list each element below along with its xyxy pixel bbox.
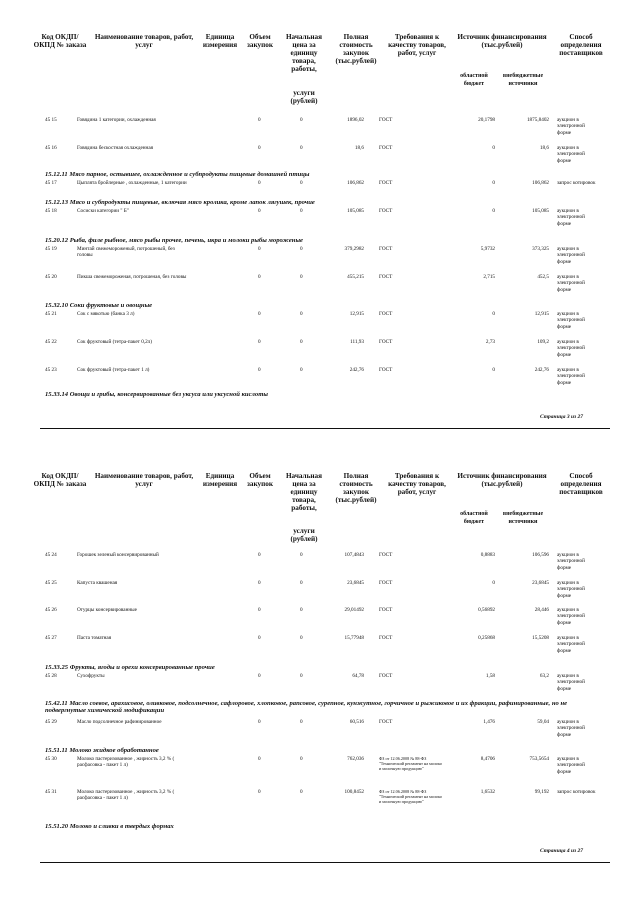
row-offbudget: 106,862 (532, 180, 549, 186)
header-requirements: Требования к качеству товаров, работ, услуг (388, 472, 446, 496)
row-regional: 0,8883 (480, 552, 495, 558)
header-method: Способ определения поставщиков (559, 472, 603, 496)
row-method: аукцион в электронной форме (557, 673, 585, 692)
row-price: 0 (300, 719, 303, 725)
header-source-offbudget: внебюджетные источники (502, 73, 544, 87)
row-req: ГОСТ (379, 274, 393, 280)
row-offbudget: 242,76 (534, 367, 549, 373)
section-heading: 15.42.11 Масло соевое, арахисовое, оливковое, подсолнечное, сафлоровое, хлопковое, рапсовое, сурепное, кунжутное, горчичное и рыжиковое и их фракции, рафинированные, но не подвергнутые химической модификации (45, 700, 568, 714)
row-volume: 0 (258, 756, 261, 762)
row-price: 0 (300, 145, 303, 151)
row-code: 45 26 (45, 607, 57, 613)
header-source: Источник финансирования (тыс.рублей) (457, 33, 547, 49)
row-code: 45 18 (45, 208, 57, 214)
row-regional: 0 (492, 311, 495, 317)
header-start-price-2: услуги (рублей) (290, 527, 318, 543)
row-name: Пикша свежемороженая, потрошеная, без головы (77, 274, 187, 280)
row-price: 0 (300, 274, 303, 280)
row-method: аукцион в электронной форме (557, 552, 585, 571)
row-cost: 29,01492 (344, 607, 364, 613)
row-cost: 111,93 (350, 339, 364, 345)
row-cost: 107,4843 (344, 552, 364, 558)
row-cost: 23,6845 (347, 580, 364, 586)
row-req: ФЗ от 12.06.2008 № 88-ФЗ "Технический регламент на молоко и молочную продукцию" (379, 756, 442, 771)
row-method: аукцион в электронной форме (557, 756, 585, 775)
row-name: Сок фруктовый (тетра-пакет 1 л) (77, 367, 150, 373)
row-cost: 100,8452 (344, 789, 364, 795)
row-volume: 0 (258, 607, 261, 613)
row-cost: 242,76 (349, 367, 364, 373)
row-code: 45 30 (45, 756, 57, 762)
row-method: аукцион в электронной форме (557, 607, 585, 626)
row-volume: 0 (258, 635, 261, 641)
row-code: 45 27 (45, 635, 57, 641)
row-regional: 0 (492, 145, 495, 151)
header-code: Код ОКДП/ ОКПД № заказа (33, 33, 87, 49)
page-number: Страница 3 из 27 (540, 414, 584, 420)
row-regional: 0,25868 (478, 635, 495, 641)
row-regional: 5,9732 (480, 246, 495, 252)
row-name: Горошек зеленый консервированный (77, 552, 159, 558)
row-name: Сухофрукты (77, 673, 105, 679)
row-code: 45 17 (45, 180, 57, 186)
row-req: ГОСТ (379, 311, 393, 317)
row-offbudget: 12,915 (534, 311, 549, 317)
row-cost: 455,215 (347, 274, 364, 280)
row-method: аукцион в электронной форме (557, 208, 585, 227)
row-req: ГОСТ (379, 367, 393, 373)
section-heading: 15.51.20 Молоко и сливки в твердых формах (45, 823, 174, 830)
row-method: аукцион в электронной форме (557, 580, 585, 599)
row-code: 45 23 (45, 367, 57, 373)
row-cost: 12,915 (349, 311, 364, 317)
header-source-regional: областной бюджет (460, 511, 488, 525)
row-method: аукцион в электронной форме (557, 274, 585, 293)
row-req: ГОСТ (379, 580, 393, 586)
row-offbudget: 23,6845 (532, 580, 549, 586)
page-divider (40, 862, 610, 863)
row-req: ГОСТ (379, 552, 393, 558)
row-volume: 0 (258, 367, 261, 373)
row-offbudget: 15,5208 (532, 635, 549, 641)
row-volume: 0 (258, 311, 261, 317)
header-full-cost: Полная стоимость закупок (тыс.рублей) (335, 33, 377, 65)
header-start-price: Начальная цена за единицу товара, работы, (285, 472, 323, 512)
row-volume: 0 (258, 580, 261, 586)
row-method: аукцион в электронной форме (557, 367, 585, 386)
row-code: 45 20 (45, 274, 57, 280)
row-regional: 0 (492, 367, 495, 373)
row-regional: 20,1798 (478, 117, 495, 123)
row-regional: 1,476 (483, 719, 495, 725)
row-volume: 0 (258, 208, 261, 214)
section-heading: 15.20.12 Рыба, филе рыбное, мясо рыбы прочее, печень, икра и молоки рыбы мороженые (45, 237, 303, 244)
row-req: ГОСТ (379, 246, 393, 252)
row-req: ГОСТ (379, 180, 393, 186)
header-volume: Объем закупок (247, 33, 273, 49)
section-heading: 15.12.11 Мясо парное, остывшее, охлажденное и субпродукты пищевые домашней птицы (45, 171, 310, 178)
section-heading: 15.32.10 Соки фруктовые и овощные (45, 302, 153, 309)
row-code: 45 29 (45, 719, 57, 725)
row-code: 45 16 (45, 145, 57, 151)
row-req: ГОСТ (379, 208, 393, 214)
row-price: 0 (300, 208, 303, 214)
row-offbudget: 452,5 (537, 274, 549, 280)
header-full-cost: Полная стоимость закупок (тыс.рублей) (335, 472, 377, 504)
row-name: Цыплята бройлерные , охлажденные, 1 категории (77, 180, 187, 186)
section-heading: 15.12.13 Мясо и субпродукты пищевые, включая мясо кролика, кроме лапок лягушек, прочие (45, 199, 315, 206)
row-price: 0 (300, 339, 303, 345)
row-price: 0 (300, 580, 303, 586)
row-method: аукцион в электронной форме (557, 246, 585, 265)
row-offbudget: 109,2 (537, 339, 549, 345)
row-offbudget: 1875,8402 (526, 117, 549, 123)
row-price: 0 (300, 607, 303, 613)
row-code: 45 24 (45, 552, 57, 558)
row-offbudget: 99,192 (534, 789, 549, 795)
row-req: ГОСТ (379, 673, 393, 679)
row-price: 0 (300, 367, 303, 373)
row-name: Молоко пастеризованное , жирность 3,2 % ( расфасовка - пакет 1 л) (77, 789, 175, 802)
row-name: Огурцы консервированные (77, 607, 137, 613)
row-req: ФЗ от 12.06.2008 № 88-ФЗ "Технический регламент на молоко и молочную продукцию" (379, 789, 442, 804)
row-offbudget: 63,2 (539, 673, 549, 679)
row-regional: 0 (492, 208, 495, 214)
row-cost: 106,862 (347, 180, 364, 186)
row-regional: 1,58 (485, 673, 495, 679)
row-name: Говядина бескостная охлажденная (77, 145, 154, 151)
row-cost: 60,516 (349, 719, 364, 725)
row-volume: 0 (258, 339, 261, 345)
row-code: 45 31 (45, 789, 57, 795)
header-requirements: Требования к качеству товаров, работ, услуг (388, 33, 446, 57)
row-offbudget: 18,6 (539, 145, 549, 151)
row-name: Сок с мякотью (банка 3 л) (77, 311, 135, 317)
header-name: Наименование товаров, работ, услуг (94, 33, 194, 49)
row-volume: 0 (258, 246, 261, 252)
row-req: ГОСТ (379, 339, 393, 345)
row-offbudget: 753,5654 (529, 756, 549, 762)
row-regional: 2,73 (485, 339, 495, 345)
row-cost: 1896,02 (347, 117, 364, 123)
row-name: Минтай свежемороженый, потрошеный, без головы (77, 246, 175, 259)
row-offbudget: 373,325 (532, 246, 549, 252)
row-price: 0 (300, 635, 303, 641)
row-req: ГОСТ (379, 635, 393, 641)
row-volume: 0 (258, 789, 261, 795)
row-volume: 0 (258, 180, 261, 186)
row-price: 0 (300, 246, 303, 252)
row-cost: 762,036 (347, 756, 364, 762)
row-volume: 0 (258, 673, 261, 679)
row-method: аукцион в электронной форме (557, 339, 585, 358)
row-method: аукцион в электронной форме (557, 117, 585, 136)
page-number: Страница 4 из 27 (540, 848, 584, 854)
header-unit: Единица измерения (202, 472, 238, 488)
section-heading: 15.51.11 Молоко жидкое обработанное (45, 747, 159, 754)
row-code: 45 21 (45, 311, 57, 317)
row-name: Молоко пастеризованное , жирность 3,2 % ( расфасовка - пакет 1 л) (77, 756, 175, 769)
row-method: аукцион в электронной форме (557, 145, 585, 164)
header-source-offbudget: внебюджетные источники (502, 511, 544, 525)
row-req: ГОСТ (379, 145, 393, 151)
row-cost: 64,78 (352, 673, 364, 679)
row-volume: 0 (258, 117, 261, 123)
row-method: запрос котировок (557, 789, 596, 795)
row-offbudget: 105,085 (532, 208, 549, 214)
row-cost: 15,77948 (344, 635, 364, 641)
header-name: Наименование товаров, работ, услуг (94, 472, 194, 488)
row-regional: 8,4706 (480, 756, 495, 762)
row-price: 0 (300, 673, 303, 679)
row-regional: 0,56892 (478, 607, 495, 613)
header-code: Код ОКДП/ ОКПД № заказа (33, 472, 87, 488)
row-price: 0 (300, 552, 303, 558)
row-name: Сосиски категории " Б" (77, 208, 129, 214)
row-method: аукцион в электронной форме (557, 311, 585, 330)
row-name: Масло подсолнечное рафинированное (77, 719, 162, 725)
header-source: Источник финансирования (тыс.рублей) (457, 472, 547, 488)
row-req: ГОСТ (379, 607, 393, 613)
row-cost: 18,6 (354, 145, 364, 151)
row-name: Сок фруктовый (тетра-пакет 0,2л) (77, 339, 152, 345)
row-code: 45 25 (45, 580, 57, 586)
row-cost: 105,085 (347, 208, 364, 214)
header-start-price: Начальная цена за единицу товара, работы, (285, 33, 323, 73)
header-method: Способ определения поставщиков (559, 33, 603, 57)
row-req: ГОСТ (379, 117, 393, 123)
row-method: аукцион в электронной форме (557, 719, 585, 738)
header-source-regional: областной бюджет (460, 73, 488, 87)
header-volume: Объем закупок (247, 472, 273, 488)
row-price: 0 (300, 117, 303, 123)
row-price: 0 (300, 180, 303, 186)
row-volume: 0 (258, 552, 261, 558)
row-volume: 0 (258, 274, 261, 280)
row-method: аукцион в электронной форме (557, 635, 585, 654)
row-code: 45 15 (45, 117, 57, 123)
row-volume: 0 (258, 719, 261, 725)
row-code: 45 28 (45, 673, 57, 679)
row-price: 0 (300, 789, 303, 795)
row-method: запрос котировок (557, 180, 596, 186)
row-name: Паста томатная (77, 635, 112, 641)
row-regional: 0 (492, 180, 495, 186)
row-offbudget: 106,596 (532, 552, 549, 558)
row-req: ГОСТ (379, 719, 393, 725)
row-price: 0 (300, 311, 303, 317)
section-heading: 15.33.14 Овощи и грибы, консервированные без уксуса или уксусной кислоты (45, 391, 268, 398)
header-unit: Единица измерения (202, 33, 238, 49)
row-regional: 1,6532 (480, 789, 495, 795)
header-start-price-2: услуги (рублей) (290, 89, 318, 105)
row-regional: 2,715 (483, 274, 495, 280)
row-cost: 379,2982 (344, 246, 364, 252)
row-name: Говядина 1 категории, охлажденная (77, 117, 156, 123)
row-volume: 0 (258, 145, 261, 151)
row-price: 0 (300, 756, 303, 762)
row-code: 45 19 (45, 246, 57, 252)
page-divider (40, 428, 610, 429)
row-name: Капуста квашеная (77, 580, 118, 586)
row-offbudget: 59,04 (537, 719, 549, 725)
row-offbudget: 28,446 (534, 607, 549, 613)
row-code: 45 22 (45, 339, 57, 345)
row-regional: 0 (492, 580, 495, 586)
section-heading: 15.33.25 Фрукты, ягоды и орехи консервированные прочие (45, 664, 215, 671)
